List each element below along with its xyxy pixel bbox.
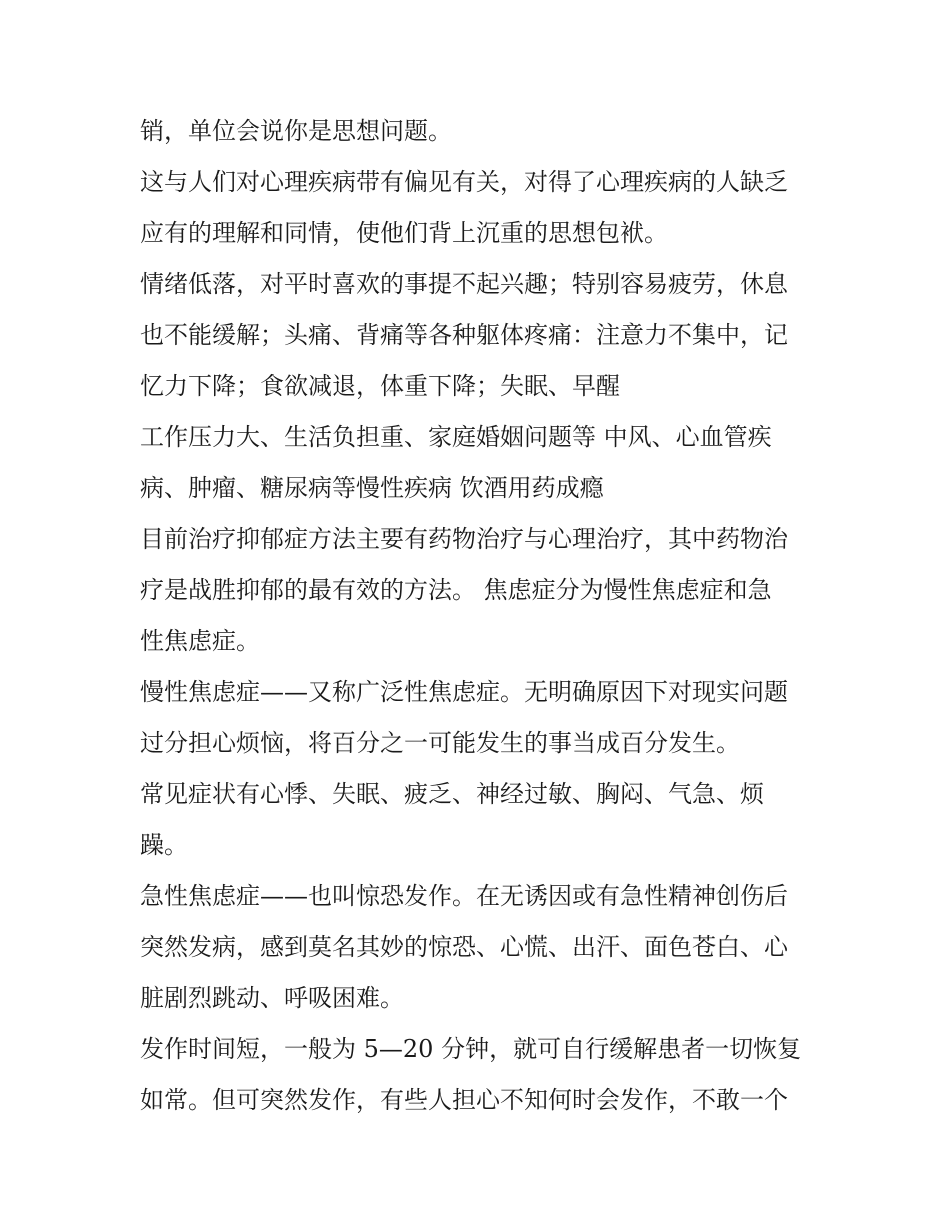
text-line: 情绪低落，对平时喜欢的事提不起兴趣；特别容易疲劳，休息 — [140, 270, 788, 298]
text-line: 脏剧烈跳动、呼吸困难。 — [140, 984, 404, 1012]
text-line: 急性焦虑症——也叫惊恐发作。在无诱因或有急性精神创伤后 — [140, 882, 788, 910]
text-line: 目前治疗抑郁症方法主要有药物治疗与心理治疗，其中药物治 — [140, 525, 788, 553]
text-line: 躁。 — [140, 831, 188, 859]
text-line: 应有的理解和同情，使他们背上沉重的思想包袱。 — [140, 219, 668, 247]
text-line: 病、肿瘤、糖尿病等慢性疾病 饮酒用药成瘾 — [140, 474, 604, 502]
text-line: 慢性焦虑症——又称广泛性焦虑症。无明确原因下对现实问题 — [140, 678, 788, 706]
text-line: 如常。但可突然发作，有些人担心不知何时会发作，不敢一个 — [140, 1086, 788, 1114]
text-line: 工作压力大、生活负担重、家庭婚姻问题等 中风、心血管疾 — [140, 423, 772, 451]
text-line: 销，单位会说你是思想问题。 — [140, 117, 452, 145]
text-line: 过分担心烦恼，将百分之一可能发生的事当成百分发生。 — [140, 729, 740, 757]
text-line: 疗是战胜抑郁的最有效的方法。 焦虑症分为慢性焦虑症和急 — [140, 576, 772, 604]
text-line: 性焦虑症。 — [140, 627, 260, 655]
text-line: 这与人们对心理疾病带有偏见有关，对得了心理疾病的人缺乏 — [140, 168, 788, 196]
text-line: 也不能缓解；头痛、背痛等各种躯体疼痛：注意力不集中，记 — [140, 321, 788, 349]
text-line: 常见症状有心悸、失眠、疲乏、神经过敏、胸闷、气急、烦 — [140, 780, 764, 808]
text-line: 忆力下降；食欲减退，体重下降；失眠、早醒 — [140, 372, 620, 400]
text-line: 突然发病，感到莫名其妙的惊恐、心慌、出汗、面色苍白、心 — [140, 933, 788, 961]
text-line: 发作时间短，一般为 5—20 分钟，就可自行缓解患者一切恢复 — [140, 1035, 802, 1063]
body-text — [140, 106, 830, 1126]
